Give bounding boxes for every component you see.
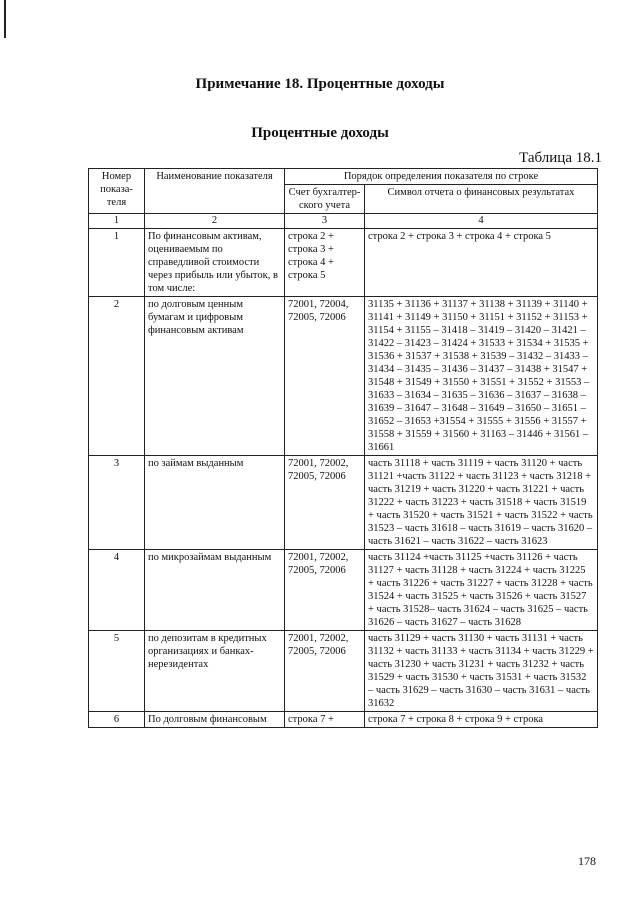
row-account: 72001, 72002, 72005, 72006: [285, 550, 365, 631]
row-symbol: часть 31129 + часть 31130 + часть 31131 + часть 31132 + часть 31133 + часть 31134 + часть 31229 + часть 31230 + часть 31231 + часть 31232 + часть 31529 + часть 31530 + часть 31531 + часть 31532 – часть 31629 – часть 31630 – часть 31631 – часть 31632: [365, 631, 598, 712]
row-number: 5: [89, 631, 145, 712]
row-number: 6: [89, 712, 145, 728]
row-name: по микрозаймам выданным: [145, 550, 285, 631]
row-account: 72001, 72002, 72005, 72006: [285, 631, 365, 712]
margin-mark: [4, 0, 6, 38]
header-name: Наименование показателя: [145, 169, 285, 214]
row-name: По финансовым активам, оцениваемым по справедливой стоимости через прибыль или убыток, в том числе:: [145, 229, 285, 297]
table-row: [89, 631, 598, 712]
row-account: строка 2 + строка 3 + строка 4 + строка 5: [285, 229, 365, 297]
interest-income-table: [88, 168, 598, 728]
table-row: [89, 712, 598, 728]
page-number: 178: [578, 854, 596, 868]
header-group: Порядок определения показателя по строке: [285, 169, 598, 185]
row-name: По долговым финансовым: [145, 712, 285, 728]
row-symbol: строка 2 + строка 3 + строка 4 + строка 5: [365, 229, 598, 297]
section-title: Процентные доходы: [251, 125, 389, 141]
column-index: 1: [89, 214, 145, 229]
table-row: [89, 550, 598, 631]
row-number: 1: [89, 229, 145, 297]
header-symbol: Символ отчета о финансовых результатах: [365, 185, 598, 214]
column-index-row: [89, 214, 598, 229]
row-symbol: 31135 + 31136 + 31137 + 31138 + 31139 + 31140 + 31141 + 31149 + 31150 + 31151 + 31152 + 31153 + 31154 + 31155 – 31418 – 31419 – 31420 – 31421 – 31422 – 31423 – 31424 + 31533 + 31534 + 31535 + 31536 + 31537 + 31538 + 31539 – 31432 – 31433 – 31434 – 31435 – 31436 – 31437 – 31438 + 31547 + 31548 + 31549 + 31550 + 31551 + 31552 + 31553 – 31633 – 31634 – 31635 – 31636 – 31637 – 31638 – 31639 – 31647 – 31648 – 31649 – 31650 – 31651 – 31652 – 31653 +31554 + 31555 + 31556 + 31557 + 31558 + 31559 + 31560 + 31163 – 31446 + 31561 – 31661: [365, 297, 598, 456]
header-number: Номер показа-теля: [89, 169, 145, 214]
row-number: 2: [89, 297, 145, 456]
row-symbol: часть 31118 + часть 31119 + часть 31120 + часть 31121 +часть 31122 + часть 31123 + часть 31218 + часть 31219 + часть 31220 + часть 31221 + часть 31222 + часть 31223 + часть 31518 + часть 31519 + часть 31520 + часть 31521 + часть 31522 + часть 31523 – часть 31618 – часть 31619 – часть 31620 – часть 31621 – часть 31622 – часть 31623: [365, 456, 598, 550]
row-symbol: часть 31124 +часть 31125 +часть 31126 + часть 31127 + часть 31128 + часть 31224 + часть 31225 + часть 31226 + часть 31227 + часть 31228 + часть 31524 + часть 31525 + часть 31526 + часть 31527 + часть 31528– часть 31624 – часть 31625 – часть 31626 – часть 31627 – часть 31628: [365, 550, 598, 631]
column-index: 4: [365, 214, 598, 229]
row-account: 72001, 72002, 72005, 72006: [285, 456, 365, 550]
row-account: 72001, 72004, 72005, 72006: [285, 297, 365, 456]
note-title: Примечание 18. Процентные доходы: [195, 76, 445, 92]
row-number: 3: [89, 456, 145, 550]
table-caption: Таблица 18.1: [519, 150, 602, 166]
row-symbol: строка 7 + строка 8 + строка 9 + строка: [365, 712, 598, 728]
row-name: по долговым ценным бумагам и цифровым финансовым активам: [145, 297, 285, 456]
row-account: строка 7 +: [285, 712, 365, 728]
row-number: 4: [89, 550, 145, 631]
row-name: по депозитам в кредитных организациях и банках-нерезидентах: [145, 631, 285, 712]
table-row: [89, 297, 598, 456]
column-index: 2: [145, 214, 285, 229]
table-row: [89, 229, 598, 297]
table-row: [89, 456, 598, 550]
column-index: 3: [285, 214, 365, 229]
header-account: Счет бухгалтер-ского учета: [285, 185, 365, 214]
row-name: по займам выданным: [145, 456, 285, 550]
